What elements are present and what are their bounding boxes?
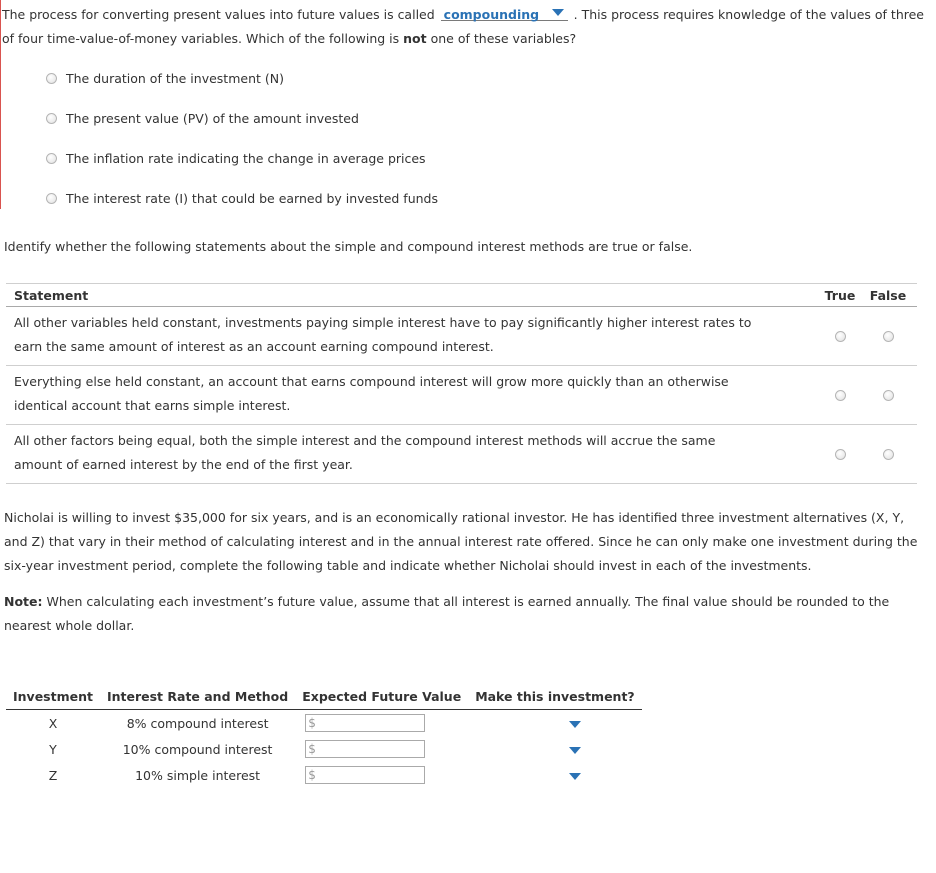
option-present-value[interactable] [46,110,359,128]
false-cell [859,307,917,366]
rate-method-header: Interest Rate and Method [100,686,295,710]
future-value-cell [295,736,468,762]
option-label: The inflation rate indicating the change in average prices [66,151,426,166]
compounding-dropdown[interactable] [441,3,568,21]
false-radio[interactable] [883,449,894,460]
true-header: True [821,284,859,307]
future-value-cell [295,710,468,737]
make-investment-cell [468,762,642,788]
true-false-table [6,283,917,484]
option-label: The interest rate (I) that could be earned by invested funds [66,191,438,206]
true-cell [821,366,859,425]
option-duration[interactable] [46,70,284,88]
statement-header: Statement [6,284,821,307]
radio-button[interactable] [46,193,57,204]
q1-text-before: The process for converting present values into future values is called [2,7,435,22]
false-header: False [859,284,917,307]
radio-button[interactable] [46,73,57,84]
false-cell [859,366,917,425]
investment-header: Investment [6,686,100,710]
table-row [6,736,642,762]
question-3-paragraph: Nicholai is willing to invest $35,000 for six years, and is an economically rational investor. He has identified three investment alternatives (X, Y, and Z) that vary in their method of calculating interest and in the annual interest rate offered. Since he can only make one investment during the six-year investment period, complete the following table and indicate whether Nicholai should invest in each of the investments. [4,510,918,573]
true-radio[interactable] [835,390,846,401]
option-interest-rate[interactable] [46,190,438,208]
rate-method: 8% compound interest [126,715,269,731]
future-value-input[interactable]: $ [305,766,425,784]
false-radio[interactable] [883,390,894,401]
q1-text-after: . This process requires knowledge of the values of three of four time-value-of-money variables. Which of the following is [2,7,924,46]
investment-table [6,686,642,788]
make-investment-cell [468,710,642,737]
make-investment-dropdown[interactable] [569,721,581,728]
triangle-down-icon [552,9,564,16]
future-value-input[interactable]: $ [305,714,425,732]
true-cell [821,307,859,366]
table-header-row [6,284,917,307]
rate-method: 10% simple interest [135,767,261,783]
option-inflation-rate[interactable] [46,150,426,168]
investment-name: Z [48,767,58,783]
statement-text: Everything else held constant, an account that earns compound interest will grow more quickly than an otherwise identical account that earns simple interest. [6,366,821,425]
statement-text: All other variables held constant, investments paying simple interest have to pay significantly higher interest rates to earn the same amount of interest as an account earning compound interest. [6,307,821,366]
rate-method: 10% compound interest [122,741,273,757]
table-row [6,710,642,737]
false-cell [859,425,917,484]
radio-button[interactable] [46,153,57,164]
future-value-input[interactable]: $ [305,740,425,758]
false-radio[interactable] [883,331,894,342]
true-radio[interactable] [835,449,846,460]
make-investment-dropdown[interactable] [569,773,581,780]
table-row [6,366,917,425]
option-label: The present value (PV) of the amount invested [66,111,359,126]
option-label: The duration of the investment (N) [66,71,284,86]
future-value-cell [295,762,468,788]
investment-name: Y [49,741,57,757]
statement-text: All other factors being equal, both the simple interest and the compound interest methods will accrue the same amount of earned interest by the end of the first year. [6,425,821,484]
note-text: When calculating each investment’s future value, assume that all interest is earned annually. The final value should be rounded to the nearest whole dollar. [4,594,890,633]
future-value-header: Expected Future Value [295,686,468,710]
question-3-note [4,590,924,638]
question-2-prompt: Identify whether the following statements about the simple and compound interest methods are true or false. [4,239,693,254]
question-error-indicator [0,0,1,209]
note-label: Note: [4,594,43,609]
dropdown-selected-value: compounding [443,7,540,22]
table-row [6,307,917,366]
true-cell [821,425,859,484]
table-header-row [6,686,642,710]
make-investment-header: Make this investment? [468,686,642,710]
radio-button[interactable] [46,113,57,124]
investment-name: X [48,715,58,731]
q1-text-end: one of these variables? [430,31,577,46]
table-row [6,425,917,484]
table-row [6,762,642,788]
true-radio[interactable] [835,331,846,342]
make-investment-dropdown[interactable] [569,747,581,754]
make-investment-cell [468,736,642,762]
question-1-text [2,3,927,51]
q1-emphasis: not [403,31,427,46]
